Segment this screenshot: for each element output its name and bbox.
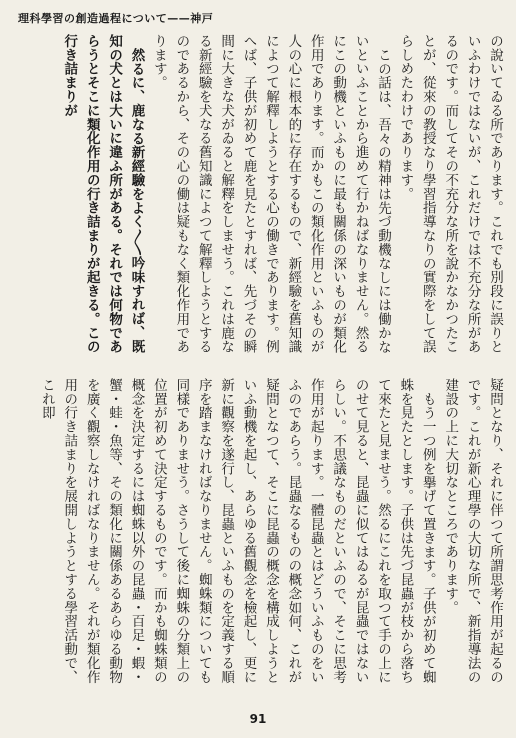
running-header: 理科學習の創造過程について——神戸: [18, 12, 214, 25]
paragraph: 疑問となり、それに伴つて所謂思考作用が起るのです。これが新心理學の大切な所で、新指導法の建設の上に大切なところであります。: [442, 378, 503, 684]
paragraph: この話は、吾々の精神は先づ動機なしには働かないといふことから進めて行かねばなりません。然るにこの動機といふものに最も關係の深いものが類化作用であります。而かもこの類化作用といふものが人の心に根本的に存在するもので、新經驗を舊知識によつて解釋しようとする心の働きであります。例へば、子供が初めて鹿を見たとすれば、先づその瞬間に大きな犬がゐると解釋をしませう。これは鹿なる新經驗を犬なる舊知識によつて解釋しようとするのであるから、その心の働は疑もなく類化作用であります。: [150, 34, 391, 354]
top-text-block: [18, 34, 506, 364]
paragraph: もう一つ例を擧げて置きます。子供が初めて蜘蛛を見たとします。子供は先づ昆蟲が枝から落ちて來たと見ませう。然るにこれを取つて手の上にのせて見ると、昆蟲に似てはゐるが昆蟲ではないらしい。不思議なものだといふので、そこに思考作用が起ります。一體昆蟲とはどういふものをいふのであらう。昆蟲なるものの概念如何、これが疑問となつて、そこに昆蟲の概念を構成しようといふ動機を起し、あらゆる舊觀念を檢起し、更に新に觀察を遂行し、昆蟲といふものを定義する順序を踏まなければなりません。蜘蛛類についても同樣でありませう。さうして後に蜘蛛の分類上の位置が初めて決定するものです。而かも蜘蛛類の概念を決定するには蜘蛛以外の昆蟲・百足・蝦・蟹・蛙・魚等、その類化に關係あるあらゆる動物を廣く觀察しなければなりません。それが類化作用の行き詰まりを展開しようとする學習活動で、これ即: [38, 378, 436, 684]
top-vertical-text: [58, 34, 506, 364]
paragraph: 然るに、鹿なる新經驗をよく〳〵吟味すれば、既知の犬とは大いに違ふ所がある。それでは何物であらうとそこに類化作用の行き詰まりが起きる。この行き詰まりが: [61, 34, 145, 354]
page-number: 91: [249, 712, 267, 726]
bottom-text-block: [18, 378, 506, 694]
paragraph: の說いてゐる所であります。これでも別段に誤りといふわけではないが、これだけでは不充分な所があるのです。而してその不充分な所を說かなかつたことが、從來の教授なり學習指導なりの實際をして誤らしめたわけであります。: [397, 34, 503, 354]
bottom-vertical-text: [35, 378, 506, 694]
